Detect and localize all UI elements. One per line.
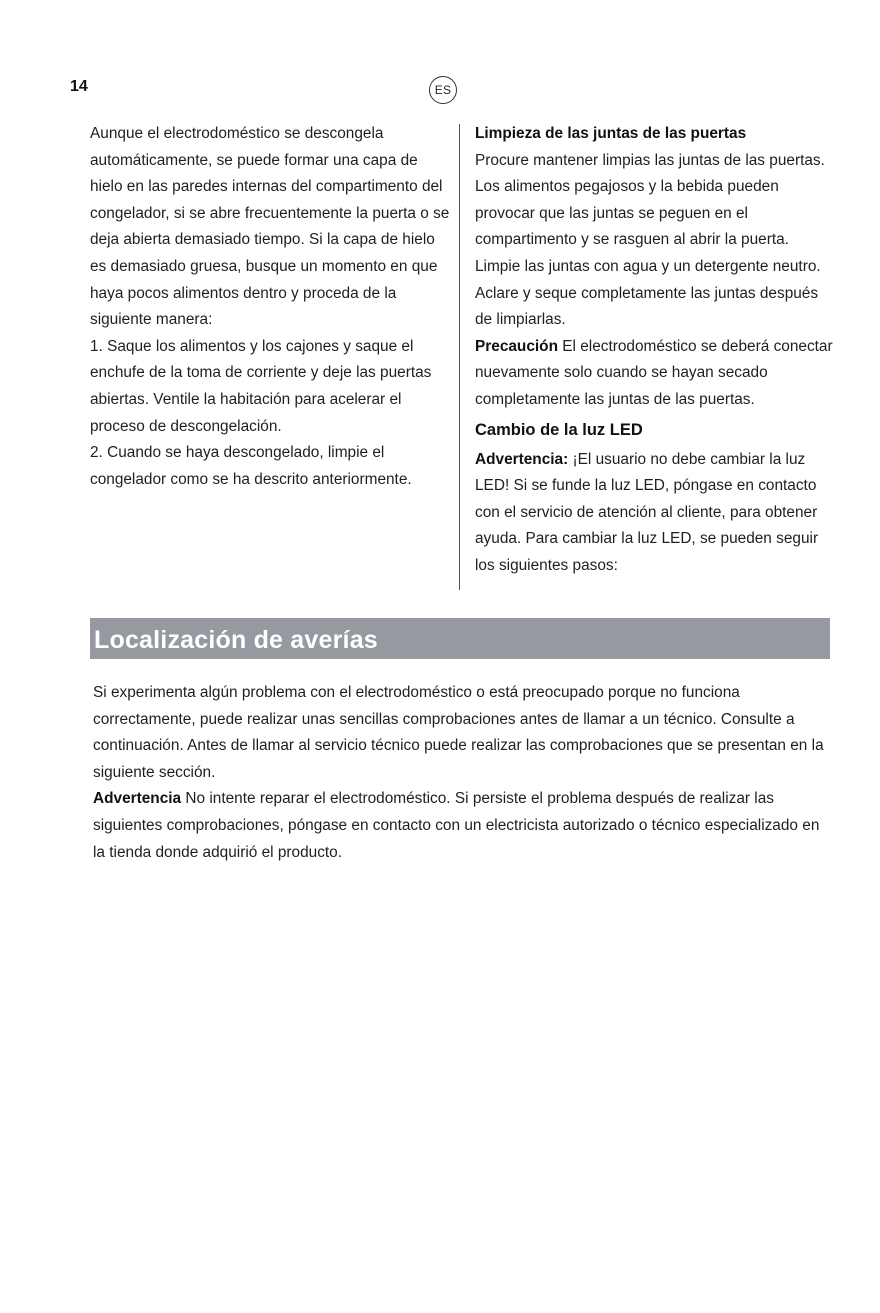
led-heading: Cambio de la luz LED (475, 420, 643, 439)
caution-text: El electrodoméstico se deberá conectar nuevamente solo cuando se hayan secado completamente las juntas de las puertas. (475, 337, 833, 408)
troubleshooting-body (93, 680, 833, 866)
gasket-paragraph: Procure mantener limpias las juntas de las puertas. Los alimentos pegajosos y la bebida pueden provocar que las juntas se peguen en el compartimento y se rasguen al abrir la puerta. Limpie las juntas con agua y un detergente neutro. Aclare y seque completamente las juntas después de limpiarlas. (475, 151, 825, 329)
troubleshooting-title: Localización de averías (94, 626, 378, 654)
troubleshooting-warning-text: No intente reparar el electrodoméstico. Si persiste el problema después de realizar las siguientes comprobaciones, póngase en contacto con un electricista autorizado o técnico especializado en la tienda donde adquirió el producto. (93, 790, 820, 861)
led-warning-paragraph (475, 447, 835, 580)
troubleshooting-warning-label: Advertencia (93, 790, 182, 808)
column-divider (459, 124, 460, 590)
defrost-intro-paragraph: Aunque el electrodoméstico se descongela automáticamente, se puede formar una capa de hielo en las paredes internas del compartimento del congelador, si se abre frecuentemente la puerta o se deja abierta demasiado tiempo. Si la capa de hielo es demasiado gruesa, busque un momento en que haya pocos alimentos dentro y proceda de la siguiente manera: (90, 125, 450, 329)
defrost-step-2: 2. Cuando se haya descongelado, limpie el congelador como se ha descrito anteriormente. (90, 444, 412, 488)
gasket-heading: Limpieza de las juntas de las puertas (475, 125, 747, 142)
troubleshooting-warning-paragraph (93, 786, 833, 866)
left-column (90, 121, 450, 493)
troubleshooting-section-bar (90, 618, 830, 659)
troubleshooting-intro: Si experimenta algún problema con el electrodoméstico o está preocupado porque no funciona correctamente, puede realizar unas sencillas comprobaciones antes de llamar a un técnico. Consulte a continuación. Antes de llamar al servicio técnico puede realizar las comprobaciones que se presentan en la siguiente sección. (93, 684, 824, 781)
right-column (475, 121, 835, 580)
caution-label: Precaución (475, 337, 558, 355)
language-badge: ES (429, 76, 457, 104)
led-warning-label: Advertencia: (475, 450, 569, 468)
page-number: 14 (70, 78, 88, 95)
led-warning-text: ¡El usuario no debe cambiar la luz LED! Si se funde la luz LED, póngase en contacto con el servicio de atención al cliente, para obtener ayuda. Para cambiar la luz LED, se pueden seguir los siguientes pasos: (475, 450, 819, 574)
caution-paragraph (475, 334, 835, 414)
defrost-step-1: 1. Saque los alimentos y los cajones y saque el enchufe de la toma de corriente y deje las puertas abiertas. Ventile la habitación para acelerar el proceso de descongelación. (90, 337, 432, 435)
